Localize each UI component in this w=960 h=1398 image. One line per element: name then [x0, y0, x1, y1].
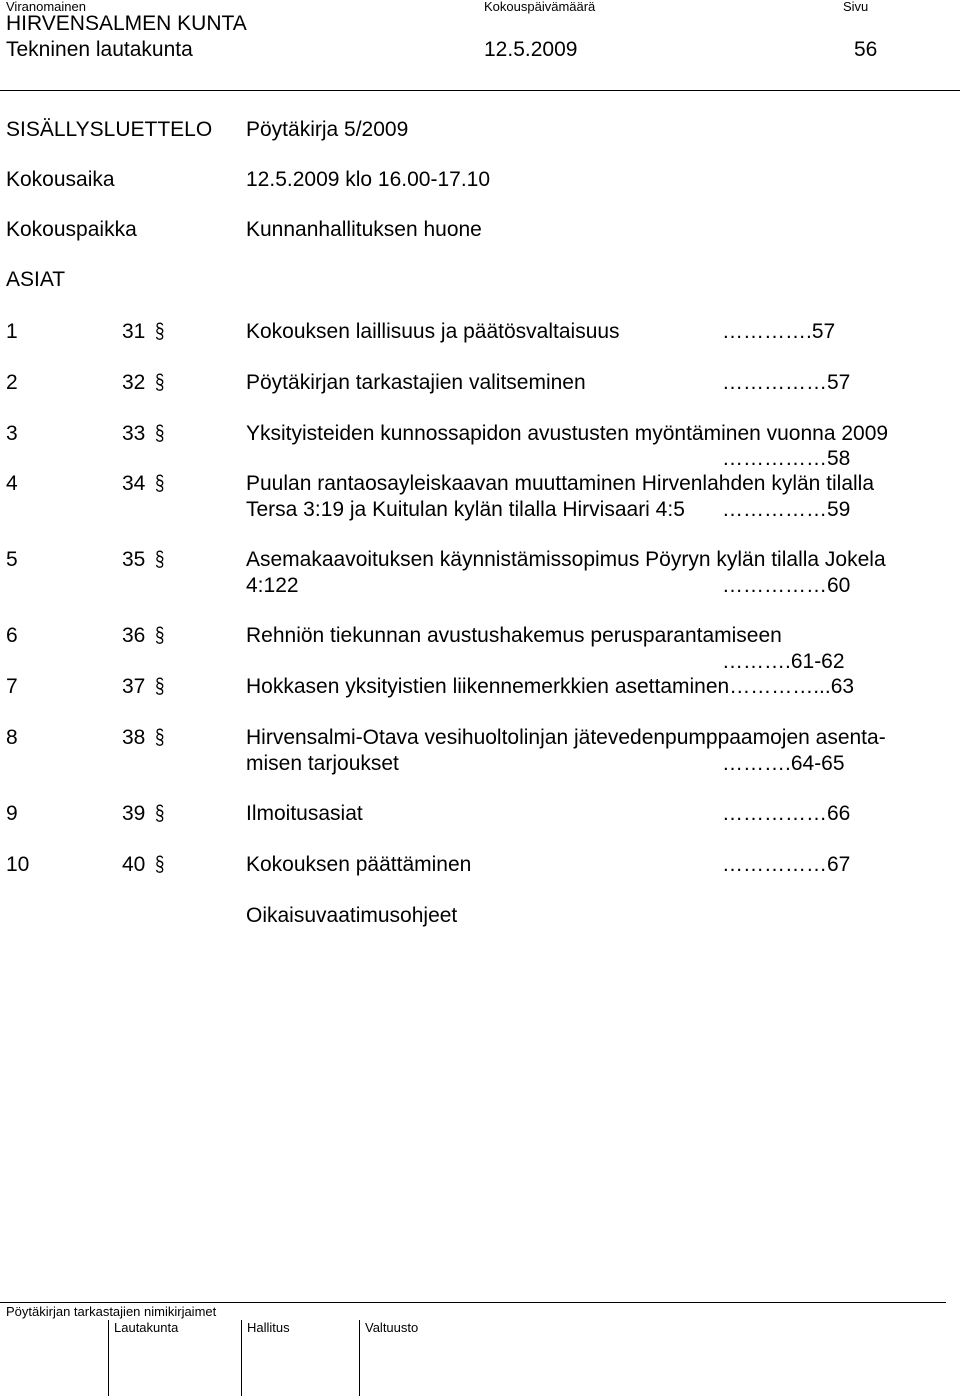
section-number: 39 [122, 802, 146, 825]
section-sign: § [155, 624, 165, 647]
section-number: 40 [122, 853, 146, 876]
section-sign: § [155, 802, 165, 825]
minutes-number: Pöytäkirja 5/2009 [246, 118, 409, 141]
footer-col-board: Lautakunta [114, 1320, 179, 1335]
item-number: 6 [6, 624, 18, 647]
item-number: 8 [6, 726, 18, 749]
meeting-time-label: Kokousaika [6, 168, 115, 191]
item-number: 5 [6, 548, 18, 571]
item-number: 4 [6, 472, 18, 495]
footer-column-divider-2 [241, 1320, 242, 1396]
footer-col-government: Hallitus [247, 1320, 290, 1335]
item-title: Ilmoitusasiat [246, 802, 363, 825]
item-title: Yksityisteiden kunnossapidon avustusten myöntäminen vuonna 2009 [246, 422, 889, 445]
item-title-continued: 4:122 [246, 574, 299, 597]
item-number: 1 [6, 320, 18, 343]
item-page: ……….61-62 [722, 650, 845, 673]
footer-col-council: Valtuusto [365, 1320, 419, 1335]
section-number: 33 [122, 422, 146, 445]
item-page: ……………67 [722, 853, 851, 876]
item-title: Hirvensalmi-Otava vesihuoltolinjan jätevedenpumppaamojen asenta- [246, 726, 886, 749]
section-number: 38 [122, 726, 146, 749]
item-page: ………….57 [722, 320, 836, 343]
item-title: Pöytäkirjan tarkastajien valitseminen [246, 371, 586, 394]
meeting-time-value: 12.5.2009 klo 16.00-17.10 [246, 168, 491, 191]
item-page: ……………59 [722, 498, 851, 521]
meeting-place-label: Kokouspaikka [6, 218, 137, 241]
item-title: Rehniön tiekunnan avustushakemus perusparantamiseen [246, 624, 782, 647]
signatures-label: Pöytäkirjan tarkastajien nimikirjaimet [6, 1304, 217, 1319]
item-title: Puulan rantaosayleiskaavan muuttaminen Hirvenlahden kylän tilalla [246, 472, 875, 495]
item-title: Hokkasen yksityistien liikennemerkkien asettaminen…………...63 [246, 675, 855, 698]
item-title-continued: misen tarjoukset [246, 752, 399, 775]
appeal-instructions: Oikaisuvaatimusohjeet [246, 904, 458, 927]
section-number: 32 [122, 371, 146, 394]
footer-column-divider-1 [108, 1320, 109, 1396]
item-title: Asemakaavoituksen käynnistämissopimus Pöyryn kylän tilalla Jokela [246, 548, 886, 571]
section-sign: § [155, 422, 165, 445]
item-page: ……………66 [722, 802, 851, 825]
item-title: Kokouksen päättäminen [246, 853, 472, 876]
section-sign: § [155, 726, 165, 749]
items-heading: ASIAT [6, 268, 66, 291]
header-label-page: Sivu [843, 0, 869, 14]
item-page: ……………60 [722, 574, 851, 597]
item-page: ……….64-65 [722, 752, 845, 775]
page-number: 56 [854, 38, 878, 61]
section-number: 34 [122, 472, 146, 495]
item-number: 9 [6, 802, 18, 825]
item-title-continued: Tersa 3:19 ja Kuitulan kylän tilalla Hirvisaari 4:5 [246, 498, 685, 521]
header-label-authority: Viranomainen [6, 0, 86, 14]
toc-label: SISÄLLYSLUETTELO [6, 118, 213, 141]
item-number: 10 [6, 853, 30, 876]
item-page: ……………58 [722, 447, 851, 470]
meeting-date: 12.5.2009 [484, 38, 578, 61]
section-sign: § [155, 320, 165, 343]
section-number: 35 [122, 548, 146, 571]
header-divider [0, 90, 960, 91]
section-sign: § [155, 853, 165, 876]
header-label-meeting-date: Kokouspäivämäärä [484, 0, 596, 14]
item-page: ……………57 [722, 371, 851, 394]
item-number: 7 [6, 675, 18, 698]
item-number: 2 [6, 371, 18, 394]
section-sign: § [155, 371, 165, 394]
section-number: 36 [122, 624, 146, 647]
footer-column-divider-3 [359, 1320, 360, 1396]
municipality-name: HIRVENSALMEN KUNTA [6, 12, 247, 35]
section-sign: § [155, 472, 165, 495]
meeting-place-value: Kunnanhallituksen huone [246, 218, 482, 241]
item-number: 3 [6, 422, 18, 445]
committee-name: Tekninen lautakunta [6, 38, 193, 61]
section-number: 31 [122, 320, 146, 343]
section-number: 37 [122, 675, 146, 698]
section-sign: § [155, 548, 165, 571]
item-title: Kokouksen laillisuus ja päätösvaltaisuus [246, 320, 620, 343]
footer-divider [0, 1302, 946, 1303]
section-sign: § [155, 675, 165, 698]
